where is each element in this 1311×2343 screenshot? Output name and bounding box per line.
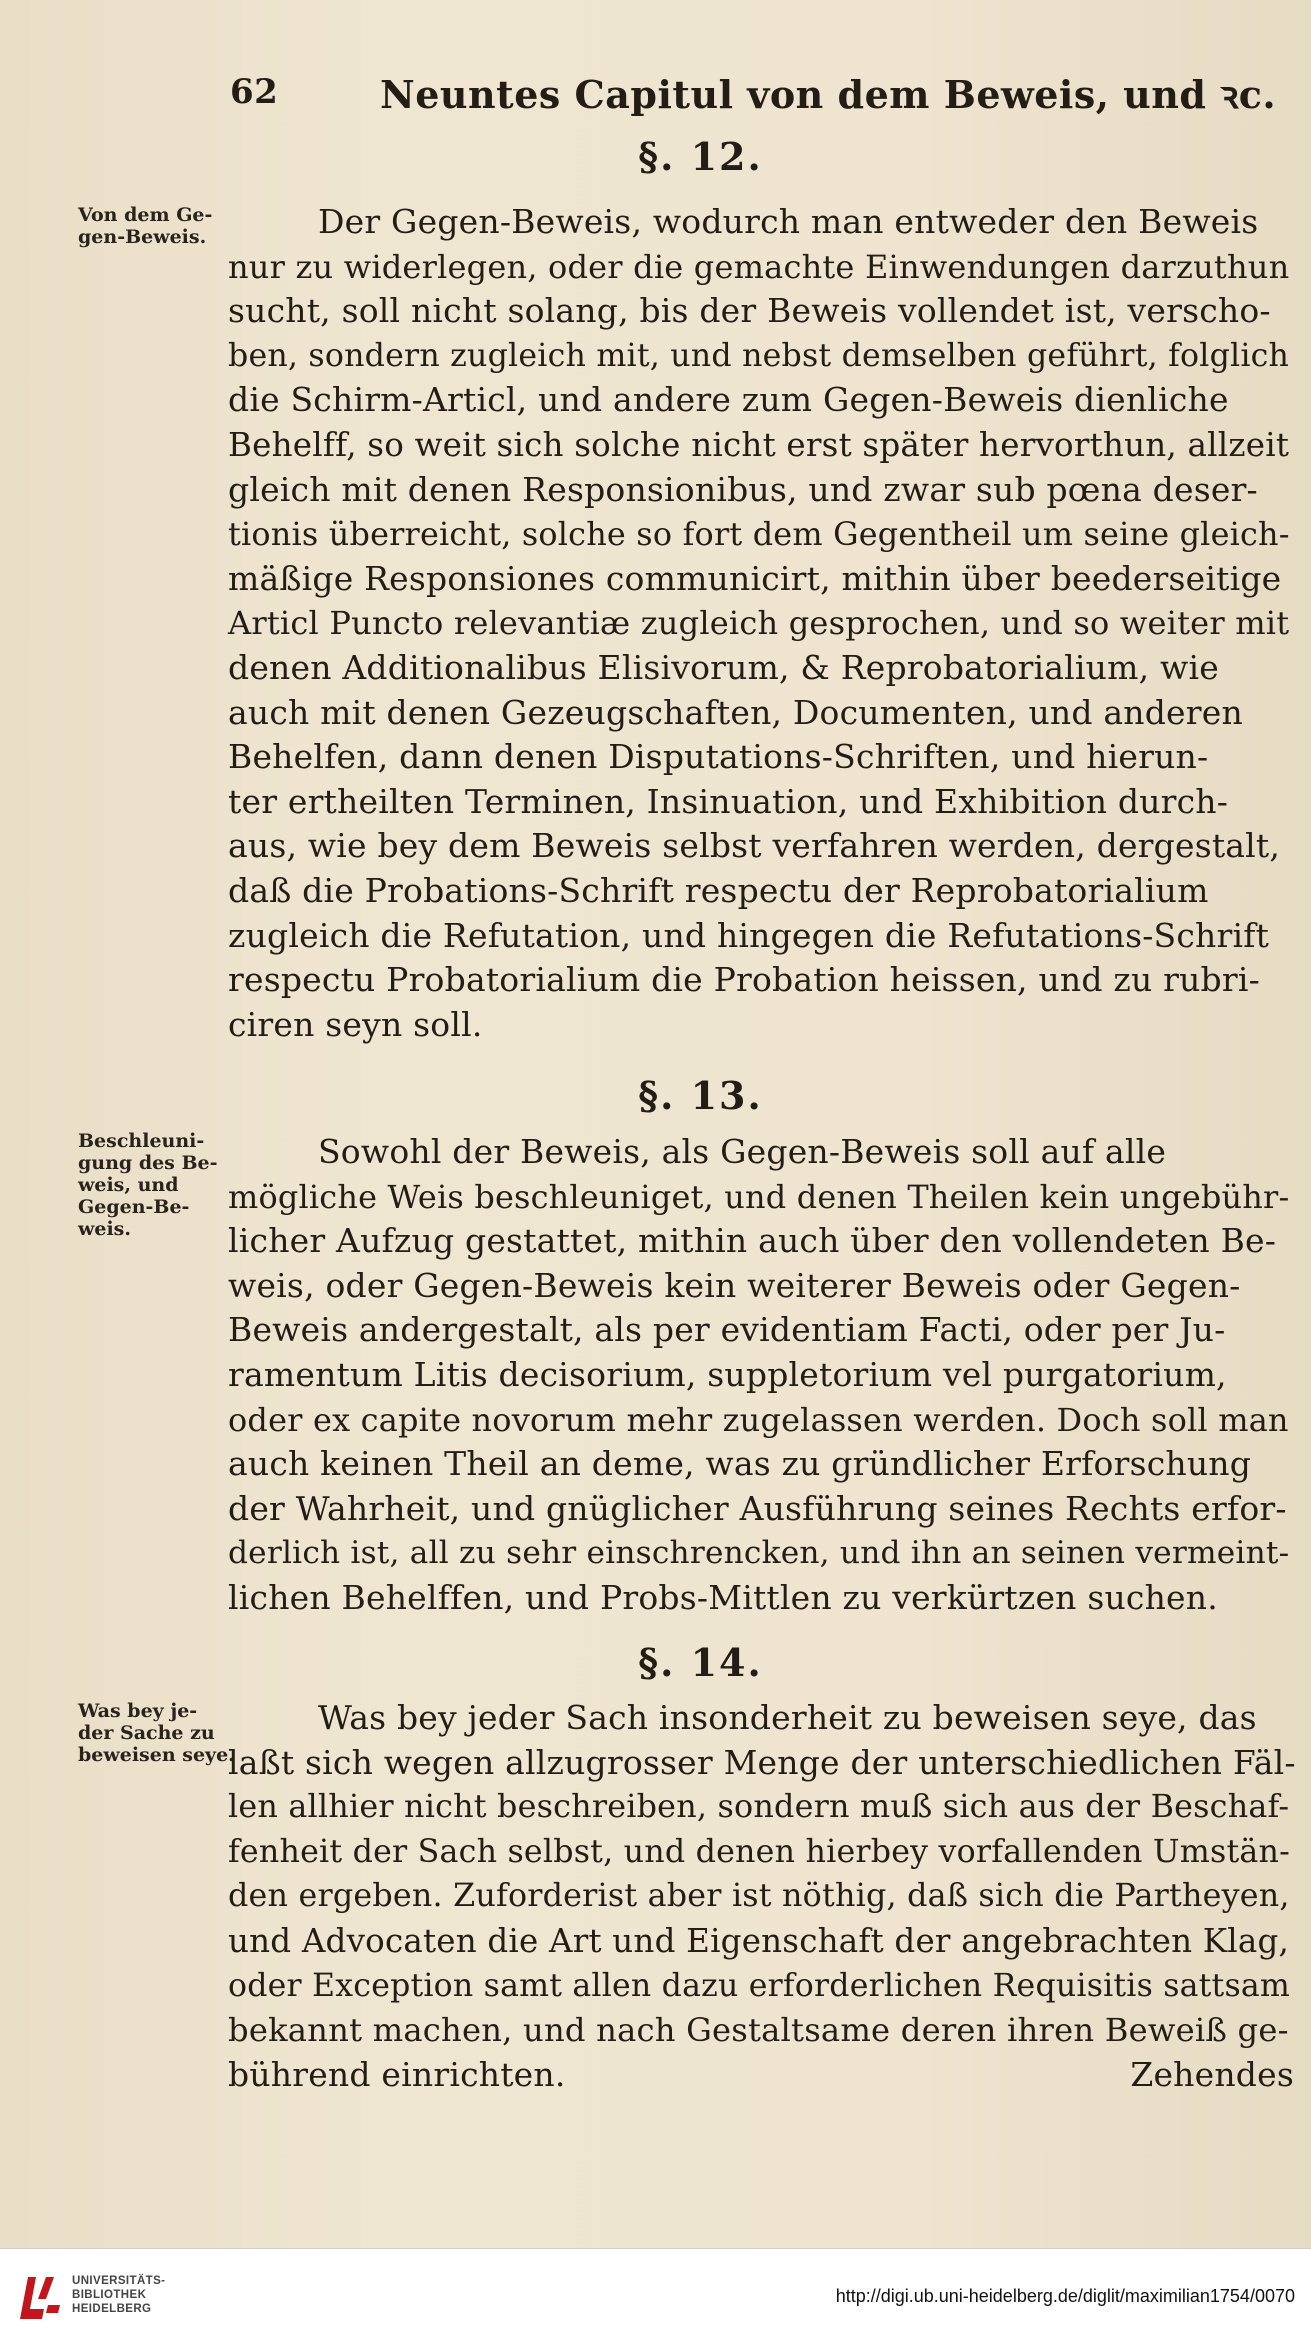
text-line: den ergeben. Zuforderist aber ist nöthig, daß sich die Partheyen, (228, 1878, 1290, 1915)
text-line: laßt sich wegen allzugrosser Menge der unterschiedlichen Fäl- (228, 1742, 1296, 1782)
text-line: mögliche Weis beschleuniget, und denen Theilen kein ungebühr- (228, 1177, 1290, 1216)
text-line: aus, wie bey dem Beweis selbst verfahren werden, dergestalt, (228, 826, 1281, 866)
heidelberg-library-logo-icon (14, 2269, 66, 2325)
text-line: tionis überreicht, solche so fort dem Gegentheil um seine gleich- (228, 515, 1290, 554)
margin-note-13: Beschleuni- gung des Be- weis, und Gegen-Be- weis. (78, 1130, 218, 1240)
text-line: zugleich die Refutation, und hingegen die Refutations-Schrift (228, 915, 1270, 955)
text-line: bekannt machen, und nach Gestaltsame deren ihren Beweiß ge- (228, 2011, 1289, 2050)
text-line: ciren seyn soll. (228, 1004, 483, 1044)
text-line-last: bührend einrichten. Zehendes (228, 2053, 1300, 2098)
text-line: nur zu widerlegen, oder die gemachte Einwendungen darzuthun (228, 247, 1290, 286)
text-line: Der Gegen-Beweis, wodurch man entweder den Beweis (318, 202, 1259, 241)
text-line: daß die Probations-Schrift respectu der Reprobatorialium (228, 870, 1209, 910)
text-line: fenheit der Sach selbst, und denen hierbey vorfallenden Umstän- (228, 1833, 1291, 1870)
text-line: ramentum Litis decisorium, suppletorium vel purgatorium, (228, 1354, 1227, 1394)
text-line: Behelff, so weit sich solche nicht erst später hervorthun, allzeit (228, 425, 1290, 464)
text-line: auch keinen Theil an deme, was zu gründlicher Erforschung (228, 1444, 1252, 1484)
source-url-link[interactable]: http://digi.ub.uni-heidelberg.de/diglit/maximilian1754/0070 (835, 2286, 1295, 2306)
section-heading-14: §. 14. (638, 1640, 763, 1685)
text-line: licher Aufzug gestattet, mithin auch über den vollendeten Be- (228, 1221, 1277, 1261)
running-title: Neuntes Capitul von dem Beweis, und ꝛc. (380, 72, 1277, 117)
text-line: sucht, soll nicht solang, bis der Beweis vollendet ist, verscho- (228, 291, 1271, 331)
text-line: len allhier nicht beschreiben, sondern muß sich aus der Beschaf- (228, 1788, 1290, 1826)
text-line: gleich mit denen Responsionibus, und zwar sub pœna deser- (228, 469, 1258, 509)
text-line: die Schirm-Articl, und andere zum Gegen-Beweis dienliche (228, 380, 1229, 420)
text-line: Beweis andergestalt, als per evidentiam Facti, oder per Ju- (228, 1310, 1226, 1350)
text-line: Sowohl der Beweis, als Gegen-Beweis soll auf alle (318, 1132, 1167, 1171)
library-name: UNIVERSITÄTS- BIBLIOTHEK HEIDELBERG (72, 2275, 166, 2315)
page-header (230, 68, 1277, 128)
paragraph-12 (228, 200, 1300, 1047)
paragraph-13 (228, 1130, 1300, 1621)
text-line: Behelfen, dann denen Disputations-Schriften, und hierun- (228, 737, 1209, 777)
section-heading-12: §. 12. (638, 134, 763, 179)
page-number: 62 (230, 72, 279, 112)
text-line: der Wahrheit, und gnüglicher Ausführung seines Rechts erfor- (228, 1488, 1287, 1528)
text-line: weis, oder Gegen-Beweis kein weiterer Beweis oder Gegen- (228, 1265, 1241, 1305)
paragraph-14 (228, 1696, 1300, 2097)
text-line: und Advocaten die Art und Eigenschaft der angebrachten Klag, (228, 1921, 1290, 1960)
margin-note-12: Von dem Ge- gen-Beweis. (78, 204, 213, 248)
text-line: denen Additionalibus Elisivorum, & Reprobatorialium, wie (228, 647, 1219, 687)
text-line: auch mit denen Gezeugschaften, Documenten, und anderen (228, 692, 1243, 732)
text-line: respectu Probatorialium die Probation heissen, und zu rubri- (228, 960, 1260, 1000)
margin-note-14: Was bey je- der Sache zu beweisen seye. (78, 1700, 235, 1766)
text-line: derlich ist, all zu sehr einschrencken, und ihn an seinen vermeint- (228, 1535, 1290, 1572)
viewer-footer (0, 2248, 1311, 2343)
section-heading-13: §. 13. (638, 1073, 763, 1118)
text-line: oder Exception samt allen dazu erforderlichen Requisitis sattsam (228, 1967, 1291, 2004)
text-line: ben, sondern zugleich mit, und nebst demselben geführt, folglich (228, 337, 1290, 374)
text-line: mäßige Responsiones communicirt, mithin über beederseitige (228, 558, 1282, 598)
text-line: Articl Puncto relevantiæ zugleich gesprochen, und so weiter mit (228, 604, 1290, 643)
catchword: Zehendes (1130, 2054, 1294, 2094)
text-line: Was bey jeder Sach insonderheit zu beweisen seye, das (318, 1698, 1257, 1737)
text-line: lichen Behelffen, und Probs-Mittlen zu verkürtzen suchen. (228, 1577, 1218, 1617)
text-line: oder ex capite novorum mehr zugelassen werden. Doch soll man (228, 1400, 1289, 1439)
text-line: ter ertheilten Terminen, Insinuation, und Exhibition durch- (228, 781, 1229, 821)
